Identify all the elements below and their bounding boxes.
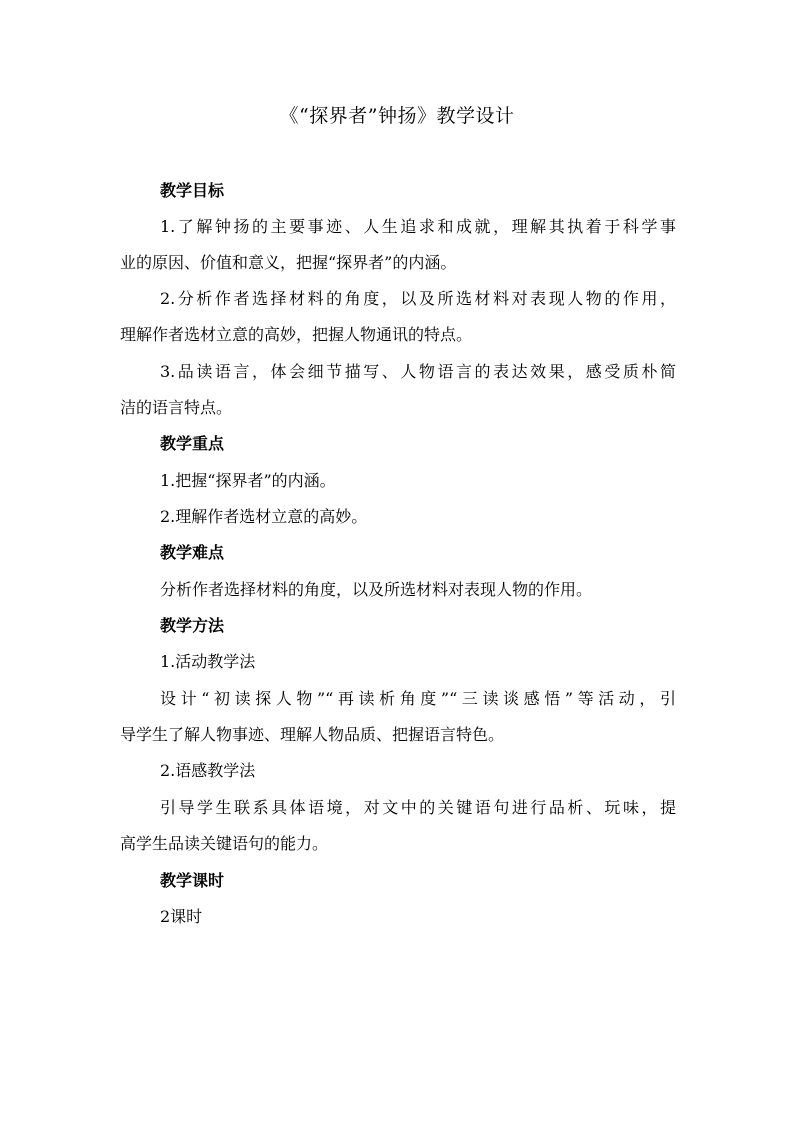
key-point-2: 2.理解作者选材立意的高妙。	[160, 507, 368, 526]
section-heading-key-points: 教学重点	[160, 434, 225, 453]
section-heading-class-hours: 教学课时	[160, 871, 225, 890]
class-hours-text: 2课时	[160, 907, 203, 926]
difficulty-text: 分析作者选择材料的角度，以及所选材料对表现人物的作用。	[160, 580, 593, 599]
method-2-name: 2.语感教学法	[160, 761, 256, 780]
objective-1-line-2: 业的原因、价值和意义，把握“探界者”的内涵。	[120, 253, 457, 272]
method-2-line-1: 引导学生联系具体语境，对文中的关键语句进行品析、玩味，提	[160, 798, 676, 817]
method-1-name: 1.活动教学法	[160, 652, 256, 671]
objective-2-line-1: 2.分析作者选择材料的角度，以及所选材料对表现人物的作用，	[160, 289, 676, 308]
method-1-line-1: 设计“初读探人物”“再读析角度”“三读谈感悟”等活动，引	[160, 689, 676, 708]
objective-2-line-2: 理解作者选材立意的高妙，把握人物通讯的特点。	[120, 325, 473, 344]
objective-3-line-2: 洁的语言特点。	[120, 398, 233, 417]
objective-3-line-1: 3.品读语言，体会细节描写、人物语言的表达效果，感受质朴简	[160, 362, 676, 381]
section-heading-methods: 教学方法	[160, 616, 225, 635]
objective-1-line-1: 1.了解钟扬的主要事迹、人生追求和成就，理解其执着于科学事	[160, 217, 676, 236]
method-2-line-2: 高学生品读关键语句的能力。	[120, 834, 329, 853]
section-heading-objectives: 教学目标	[160, 181, 225, 200]
key-point-1: 1.把握“探界者”的内涵。	[160, 471, 336, 490]
document-title: 《“探界者”钟扬》教学设计	[279, 105, 515, 127]
method-1-line-2: 导学生了解人物事迹、理解人物品质、把握语言特色。	[120, 725, 505, 744]
section-heading-difficulties: 教学难点	[160, 543, 225, 562]
